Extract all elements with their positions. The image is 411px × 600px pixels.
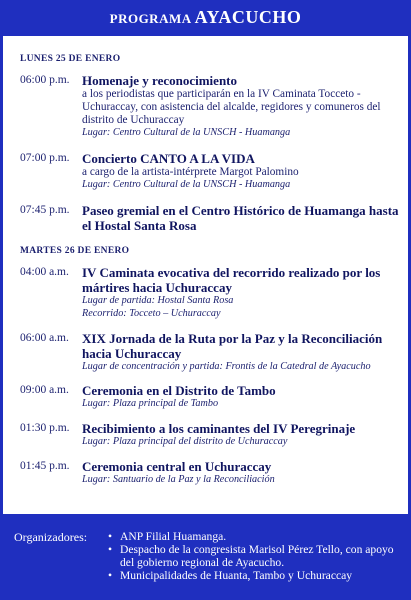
event-jornada-ruta-paz: [20, 331, 400, 374]
event-body: [82, 73, 400, 140]
day-heading-monday: LUNES 25 DE ENERO: [20, 54, 121, 64]
event-place: Lugar de concentración y partida: Frontis de la Catedral de Ayacucho: [82, 361, 371, 372]
event-homenaje: [20, 73, 400, 140]
bullet-icon: •: [108, 530, 113, 543]
event-body: [82, 151, 400, 192]
event-time: 09:00 a.m.: [20, 384, 69, 396]
event-title: XIX Jornada de la Ruta por la Paz y la Reconciliación hacia Uchuraccay: [82, 331, 383, 361]
event-recibimiento: [20, 421, 400, 449]
organizers-label: Organizadores:: [14, 530, 88, 544]
organizer-name: ANP Filial Huamanga.: [120, 530, 227, 543]
event-time: 01:30 p.m.: [20, 422, 70, 434]
event-title: Homenaje y reconocimiento: [82, 73, 237, 88]
event-body: [82, 265, 400, 320]
event-caminata: [20, 265, 400, 320]
event-body: [82, 383, 400, 411]
event-place: Lugar: Plaza principal del distrito de Uchuraccay: [82, 436, 288, 447]
program-title-city: AYACUCHO: [194, 7, 302, 27]
event-body: [82, 421, 400, 449]
event-time: 04:00 a.m.: [20, 266, 69, 278]
organizer-item: [108, 530, 406, 543]
day-heading-tuesday: MARTES 26 DE ENERO: [20, 246, 130, 256]
event-paseo-gremial: [20, 203, 400, 233]
event-time: 01:45 p.m.: [20, 460, 70, 472]
event-title: Concierto CANTO A LA VIDA: [82, 151, 255, 166]
event-place: Lugar: Plaza principal de Tambo: [82, 398, 219, 409]
event-title: Ceremonia central en Uchuraccay: [82, 459, 272, 474]
event-place: Lugar de partida: Hostal Santa Rosa: [82, 295, 234, 306]
program-title: [110, 7, 302, 28]
event-time: 07:00 p.m.: [20, 152, 70, 164]
event-title: Ceremonia en el Distrito de Tambo: [82, 383, 276, 398]
organizer-item: [108, 569, 406, 582]
event-place: Lugar: Centro Cultural de la UNSCH - Huamanga: [82, 179, 291, 190]
event-description: a los periodistas que participarán en la IV Caminata Tocceto - Uchuraccay, con asistencia del alcalde, regidores y comuneros del distrito de Uchuraccay: [82, 88, 381, 126]
program-title-prefix: PROGRAMA: [109, 11, 195, 26]
event-body: [82, 459, 400, 487]
event-description: a cargo de la artista-intérprete Margot Palomino: [82, 166, 299, 178]
organizer-name: Municipalidades de Huanta, Tambo y Uchuraccay: [120, 569, 353, 582]
event-title: Paseo gremial en el Centro Histórico de Huamanga hasta el Hostal Santa Rosa: [82, 203, 399, 233]
event-time: 06:00 p.m.: [20, 74, 70, 86]
bullet-icon: •: [108, 543, 113, 556]
event-ceremonia-central: [20, 459, 400, 487]
event-body: [82, 203, 400, 233]
program-header: [0, 0, 411, 36]
organizer-name: Despacho de la congresista Marisol Pérez Tello, con apoyo del gobierno regional de Ayacucho.: [120, 543, 394, 569]
bullet-icon: •: [108, 569, 113, 582]
event-route: Recorrido: Tocceto – Uchuraccay: [82, 307, 221, 319]
organizers-footer: [0, 514, 411, 600]
event-title: Recibimiento a los caminantes del IV Peregrinaje: [82, 421, 356, 436]
event-title: IV Caminata evocativa del recorrido realizado por los mártires hacia Uchuraccay: [82, 265, 381, 295]
organizers-list: [108, 530, 406, 582]
event-ceremonia-tambo: [20, 383, 400, 411]
event-body: [82, 331, 400, 374]
event-place: Lugar: Santuario de la Paz y la Reconciliación: [82, 474, 275, 485]
event-time: 06:00 a.m.: [20, 332, 69, 344]
event-time: 07:45 p.m.: [20, 204, 70, 216]
event-place: Lugar: Centro Cultural de la UNSCH - Huamanga: [82, 127, 291, 138]
event-concierto: [20, 151, 400, 192]
organizer-item: [108, 543, 406, 569]
